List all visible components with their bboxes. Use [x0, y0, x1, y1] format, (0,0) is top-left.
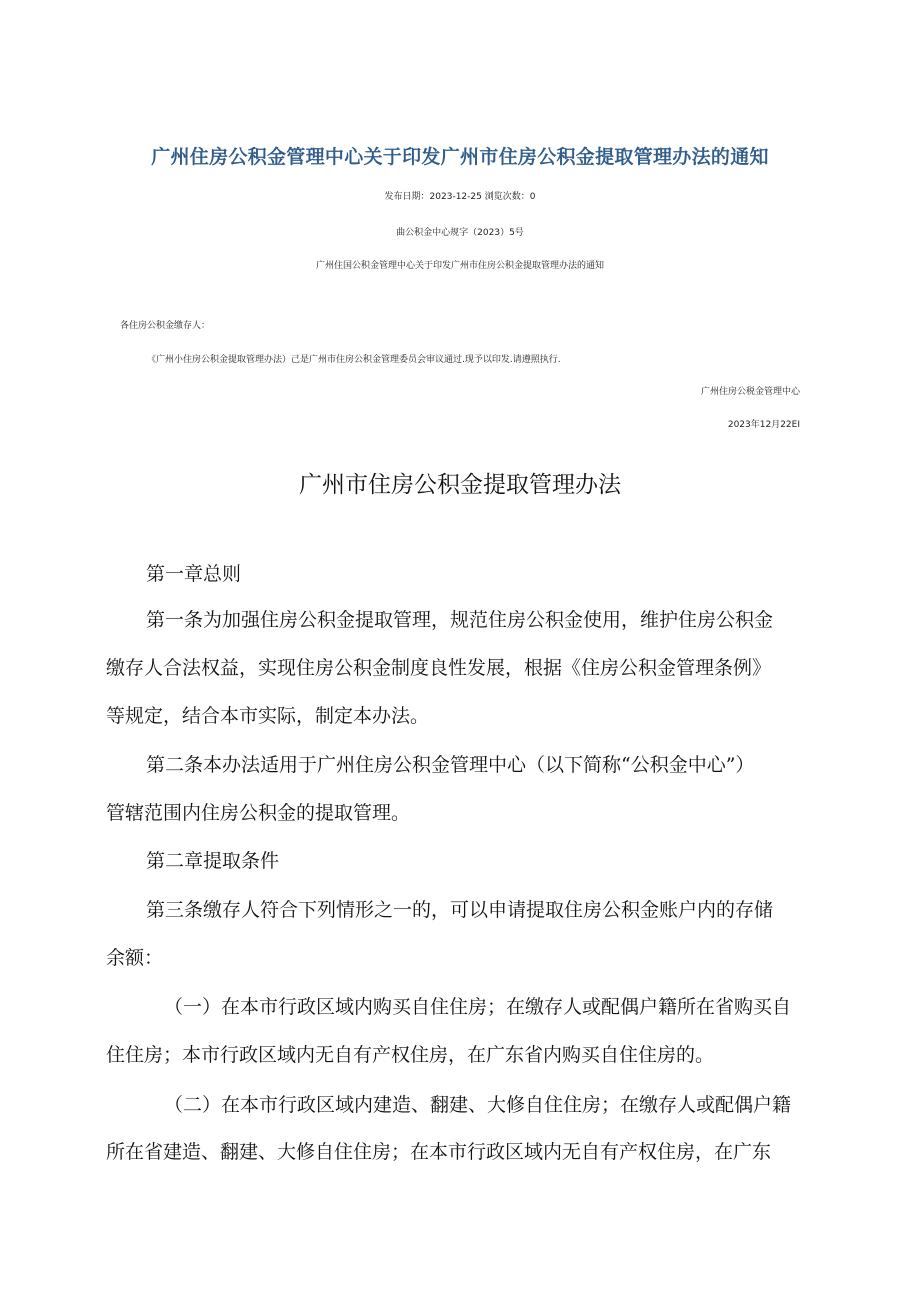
- addressee: 各住房公积金缴存人：: [120, 321, 211, 331]
- paragraph-line: 等规定，结合本市实际，制定本办法。: [106, 705, 430, 727]
- issuer: 广州住房公税金管理中心: [700, 387, 800, 397]
- regulation-title: 广州市住房公积金提取管理办法: [299, 472, 621, 498]
- paragraph-line: 所在省建造、翻建、大修自住住房；在本市行政区域内无自有产权住房，在广东: [106, 1141, 772, 1163]
- publish-info: 发布日期：2023-12-25 浏览次数：0: [384, 192, 536, 202]
- paragraph-line: 第一条为加强住房公积金提取管理，规范住房公积金使用，维护住房公积金: [146, 609, 774, 631]
- paragraph-line: 管辖范围内住房公积金的提取管理。: [106, 802, 411, 824]
- chapter-heading: 第一章总则: [146, 563, 242, 585]
- paragraph-line: 缴存人合法权益，实现住房公积金制度良性发展，根据《住房公积金管理条例》: [106, 657, 772, 679]
- notice-body: 《广州小住房公积金提取管理办法）己是广州市住房公积金管理委员会审议通过.现予以印发.请遵照执行.: [147, 355, 561, 365]
- notice-subtitle: 广州住国公积金管理中心关于印发广州市住房公积金提取管理办法的通知: [315, 261, 604, 271]
- paragraph-line: 余额：: [106, 947, 164, 969]
- document-number: 曲公积金中心规字（2023）5号: [396, 228, 524, 238]
- paragraph-line: 住住房；本市行政区域内无自有产权住房，在广东省内购买自住住房的。: [106, 1044, 715, 1066]
- paragraph-line: （一）在本市行政区域内购买自住住房；在缴存人或配偶户籍所在省购买自: [164, 996, 792, 1018]
- issue-date: 2023年12月22EI: [727, 420, 800, 430]
- notice-title: 广州住房公积金管理中心关于印发广州市住房公积金提取管理办法的通知: [151, 146, 769, 168]
- paragraph-line: 第二条本办法适用于广州住房公积金管理中心（以下简称“公积金中心”）: [146, 754, 755, 776]
- paragraph-line: 第三条缴存人符合下列情形之一的，可以申请提取住房公积金账户内的存储: [146, 899, 774, 921]
- paragraph-line: （二）在本市行政区域内建造、翻建、大修自住住房；在缴存人或配偶户籍: [164, 1094, 792, 1116]
- chapter-heading: 第二章提取条件: [146, 850, 280, 872]
